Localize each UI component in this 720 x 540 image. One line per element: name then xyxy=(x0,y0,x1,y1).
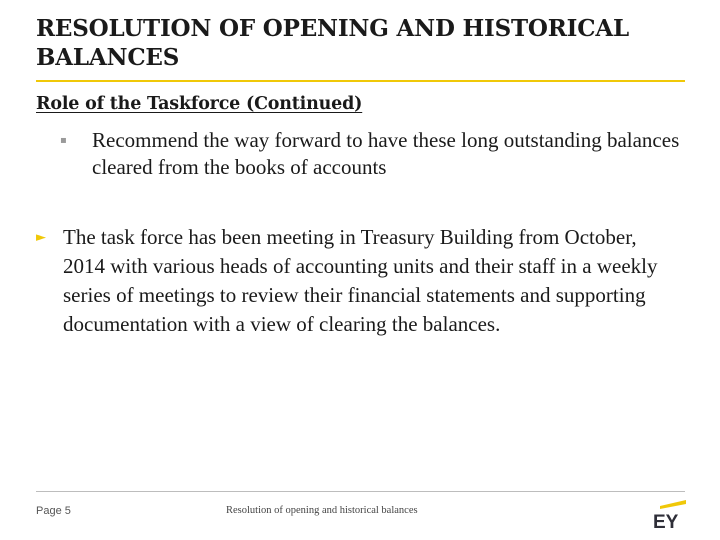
sub-bullet-text: Recommend the way forward to have these long outstanding balances cleared from the books of accounts xyxy=(92,128,680,179)
triangle-bullet-icon: ► xyxy=(36,230,46,245)
ey-logo-icon xyxy=(652,500,686,530)
main-bullet-item xyxy=(36,223,670,339)
slide-title: RESOLUTION OF OPENING AND HISTORICAL BALANCES xyxy=(36,15,629,71)
title-divider xyxy=(36,80,685,82)
main-bullet-text: The task force has been meeting in Treasury Building from October, 2014 with various heads of accounting units and their staff in a weekly series of meetings to review their financial statements and supporting documentation with a view of clearing the balances. xyxy=(63,225,658,336)
sub-bullet-item xyxy=(60,127,684,181)
ey-logo-text: EY xyxy=(653,512,679,530)
page-number: Page 5 xyxy=(36,505,71,517)
footer-divider xyxy=(36,491,685,492)
square-bullet-icon: ▪ xyxy=(60,135,67,146)
footer-title: Resolution of opening and historical balances xyxy=(226,505,418,516)
section-subtitle: Role of the Taskforce (Continued) xyxy=(36,94,363,114)
